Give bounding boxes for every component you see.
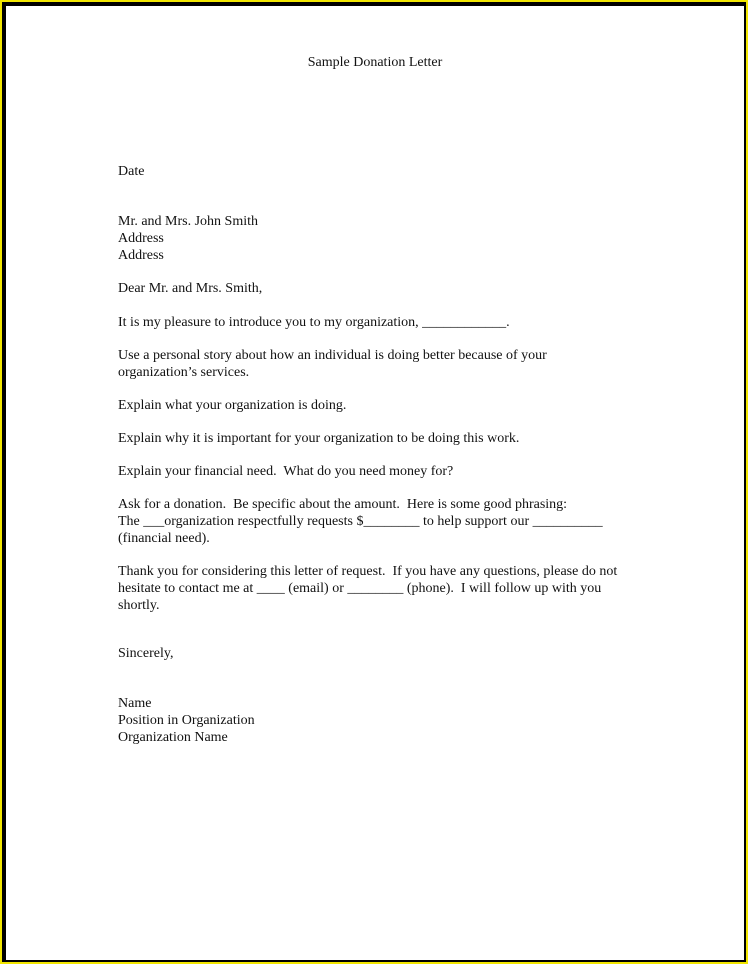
thanks-paragraph-line-3: shortly. [118,598,160,613]
explain-what-paragraph: Explain what your organization is doing. [118,398,347,413]
recipient-address-1: Address [118,231,164,246]
salutation: Dear Mr. and Mrs. Smith, [118,281,263,296]
thanks-paragraph-line-1: Thank you for considering this letter of request. If you have any questions, please do not [118,564,618,579]
letter-page [5,5,745,961]
recipient-address-2: Address [118,248,164,263]
signature-organization: Organization Name [118,730,228,745]
thanks-paragraph-line-2: hesitate to contact me at ____ (email) or ________ (phone). I will follow up with you [118,581,602,596]
recipient-name: Mr. and Mrs. John Smith [118,214,259,229]
ask-paragraph-line-3: (financial need). [118,531,210,546]
explain-why-paragraph: Explain why it is important for your organization to be doing this work. [118,431,520,446]
closing: Sincerely, [118,646,174,661]
intro-paragraph: It is my pleasure to introduce you to my organization, ____________. [118,315,510,330]
page-title: Sample Donation Letter [307,55,443,70]
story-paragraph-line-1: Use a personal story about how an individual is doing better because of your [118,348,547,363]
ask-paragraph-line-2: The ___organization respectfully requests $________ to help support our __________ [118,514,603,529]
date-line: Date [118,164,145,179]
ask-paragraph-line-1: Ask for a donation. Be specific about the amount. Here is some good phrasing: [118,497,568,512]
story-paragraph-line-2: organization’s services. [118,365,250,380]
signature-name: Name [118,696,152,711]
financial-need-paragraph: Explain your financial need. What do you need money for? [118,464,454,479]
signature-position: Position in Organization [118,713,255,728]
